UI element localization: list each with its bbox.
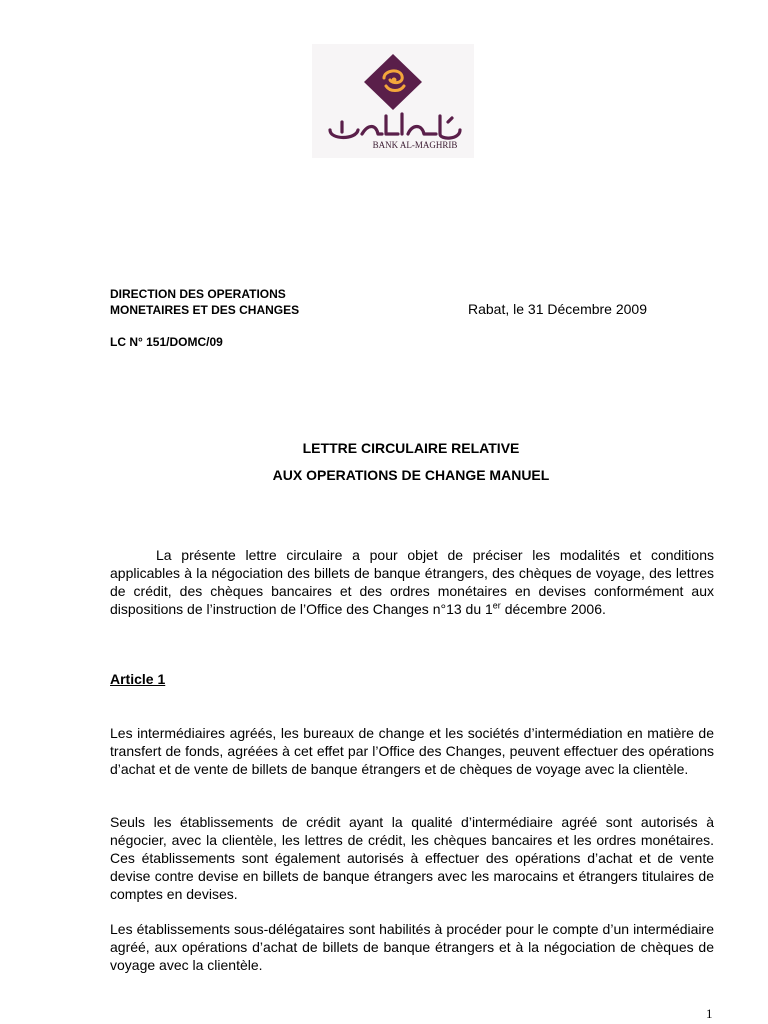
article-1-paragraph-1: Les intermédiaires agréés, les bureaux de change et les sociétés d’intermédiation en matière de transfert de fonds, agréées à cet effet par l’Office des Changes, peuvent effectuer des opérations d’achat et de vente de billets de banque étrangers et de chèques de voyage avec la clientèle. [110,725,714,777]
article-1-paragraph-2: Seuls les établissements de crédit ayant la qualité d’intermédiaire agréé sont autorisés à négocier, avec la clientèle, les lettres de crédit, les chèques bancaires et les ordres monétaires. Ces établissements sont également autorisés à effectuer des opérations d’achat et de vente devise contre devise en billets de banque étrangers avec les marocains et étrangers titulaires de comptes en devises. [110,814,714,902]
article-1-paragraph-3: Les établissements sous-délégataires sont habilités à procéder pour le compte d’un intermédiaire agréé, aux opérations d’achat de billets de banque étrangers et à la négociation de chèques de voyage avec la clientèle. [110,921,714,973]
intro-text-end: décembre 2006. [500,601,606,617]
logo-calligraphy-icon [330,114,460,138]
intro-text: La présente lettre circulaire a pour objet de préciser les modalités et conditions applicables à la négociation des billets de banque étrangers, des chèques de voyage, des lettres de crédit, des chèques bancaires et des ordres monétaires en devises conformément aux dispositions de l’instruction de l’Office des Changes n°13 du 1 [110,547,714,617]
article-1-heading: Article 1 [110,671,166,687]
bank-logo [312,44,474,158]
direction-line-1: DIRECTION DES OPERATIONS [110,287,286,301]
place-date: Rabat, le 31 Décembre 2009 [468,301,647,317]
page-number: 1 [706,1006,713,1021]
document-title-line-2: AUX OPERATIONS DE CHANGE MANUEL [272,467,550,483]
intro-superscript: er [492,600,501,611]
document-title-line-1: LETTRE CIRCULAIRE RELATIVE [302,440,520,456]
intro-paragraph [110,546,714,618]
reference-number: LC N° 151/DOMC/09 [110,335,223,349]
logo-latin-text: BANK AL-MAGHRIB [372,140,458,150]
direction-line-2: MONETAIRES ET DES CHANGES [110,303,300,317]
